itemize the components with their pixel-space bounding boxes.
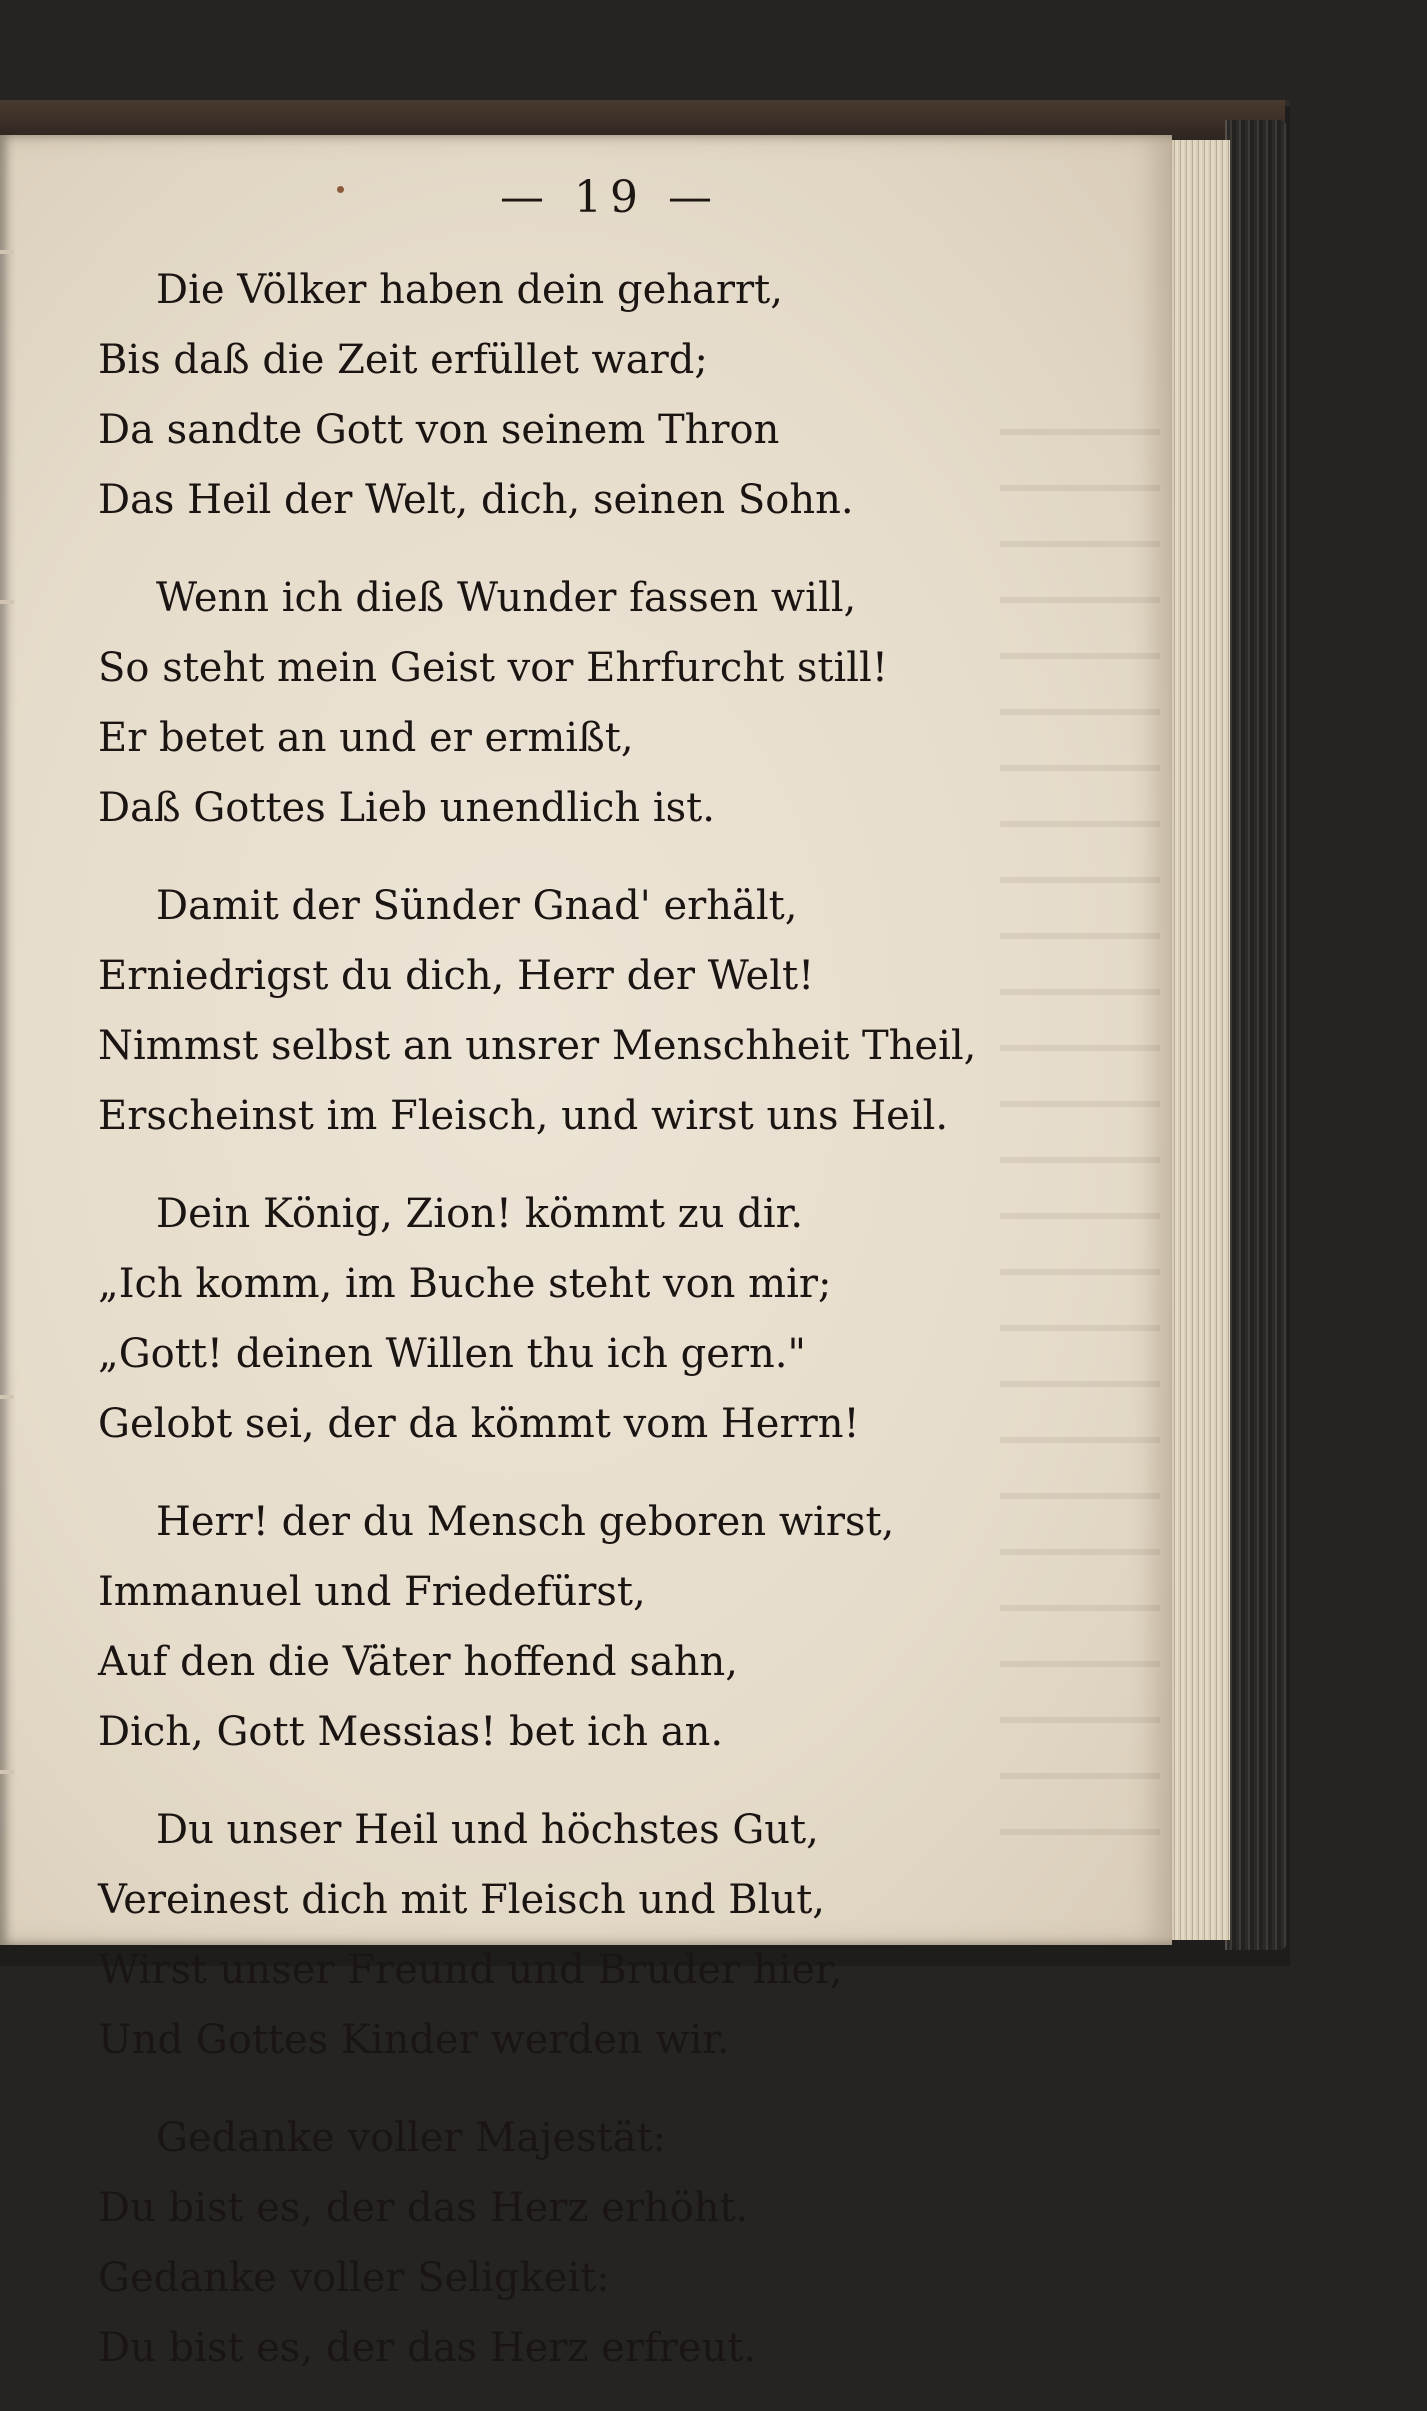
verse-line: Du bist es, der das Herz erfreut.: [98, 2325, 757, 2371]
verse-line: Das Heil der Welt, dich, seinen Sohn.: [98, 477, 854, 523]
verse-line: So steht mein Geist vor Ehrfurcht still!: [98, 645, 888, 691]
stanza: [98, 1179, 1058, 1459]
hymn-text: [98, 255, 1058, 2411]
ink-dot: [337, 186, 344, 193]
verse-line: Nimmst selbst an unsrer Menschheit Theil,: [98, 1023, 977, 1069]
verse-line: Gelobt sei, der da kömmt vom Herrn!: [98, 1401, 860, 1447]
stanza: [98, 1795, 1058, 2075]
verse-line: Dein König, Zion! kömmt zu dir.: [156, 1191, 804, 1237]
verse-line: Und Gottes Kinder werden wir.: [98, 2017, 730, 2063]
page-tab-marker: [0, 600, 14, 604]
verse-line: Er betet an und er ermißt,: [98, 715, 634, 761]
verse-line: Dich, Gott Messias! bet ich an.: [98, 1709, 724, 1755]
verse-line: Die Völker haben dein geharrt,: [156, 267, 783, 313]
verse-line: Du bist es, der das Herz erhöht.: [98, 2185, 749, 2231]
verse-line: Gedanke voller Seligkeit:: [98, 2255, 610, 2301]
verse-line: Da sandte Gott von seinem Thron: [98, 407, 780, 453]
verse-line: „Ich komm, im Buche steht von mir;: [98, 1261, 832, 1307]
verse-line: Bis daß die Zeit erfüllet ward;: [98, 337, 708, 383]
verse-line: Du unser Heil und höchstes Gut,: [156, 1807, 819, 1853]
page-tab-marker: [0, 1395, 14, 1399]
verse-line: Daß Gottes Lieb unendlich ist.: [98, 785, 715, 831]
verse-line: Immanuel und Friedefürst,: [98, 1569, 646, 1615]
stanza: [98, 871, 1058, 1151]
stanza: [98, 563, 1058, 843]
page-number: — 19 —: [500, 172, 720, 223]
verse-line: Herr! der du Mensch geboren wirst,: [156, 1499, 895, 1545]
verse-line: Gedanke voller Majestät:: [156, 2115, 667, 2161]
verse-line: Erscheinst im Fleisch, und wirst uns Heil.: [98, 1093, 949, 1139]
page-tab-marker: [0, 250, 14, 254]
book-spine-edge: [1225, 120, 1287, 1950]
verse-line: „Gott! deinen Willen thu ich gern.": [98, 1331, 806, 1377]
page-tab-marker: [0, 1770, 14, 1774]
stanza: [98, 255, 1058, 535]
verse-line: Wenn ich dieß Wunder fassen will,: [156, 575, 857, 621]
verse-line: Auf den die Väter hoffend sahn,: [98, 1639, 738, 1685]
verse-line: Wirst unser Freund und Bruder hier,: [98, 1947, 843, 1993]
stanza: [98, 2103, 1058, 2383]
verse-line: Vereinest dich mit Fleisch und Blut,: [98, 1877, 826, 1923]
verse-line: Erniedrigst du dich, Herr der Welt!: [98, 953, 815, 999]
cover-top-edge: [0, 100, 1285, 140]
verse-line: Damit der Sünder Gnad' erhält,: [156, 883, 798, 929]
stanza: [98, 1487, 1058, 1767]
